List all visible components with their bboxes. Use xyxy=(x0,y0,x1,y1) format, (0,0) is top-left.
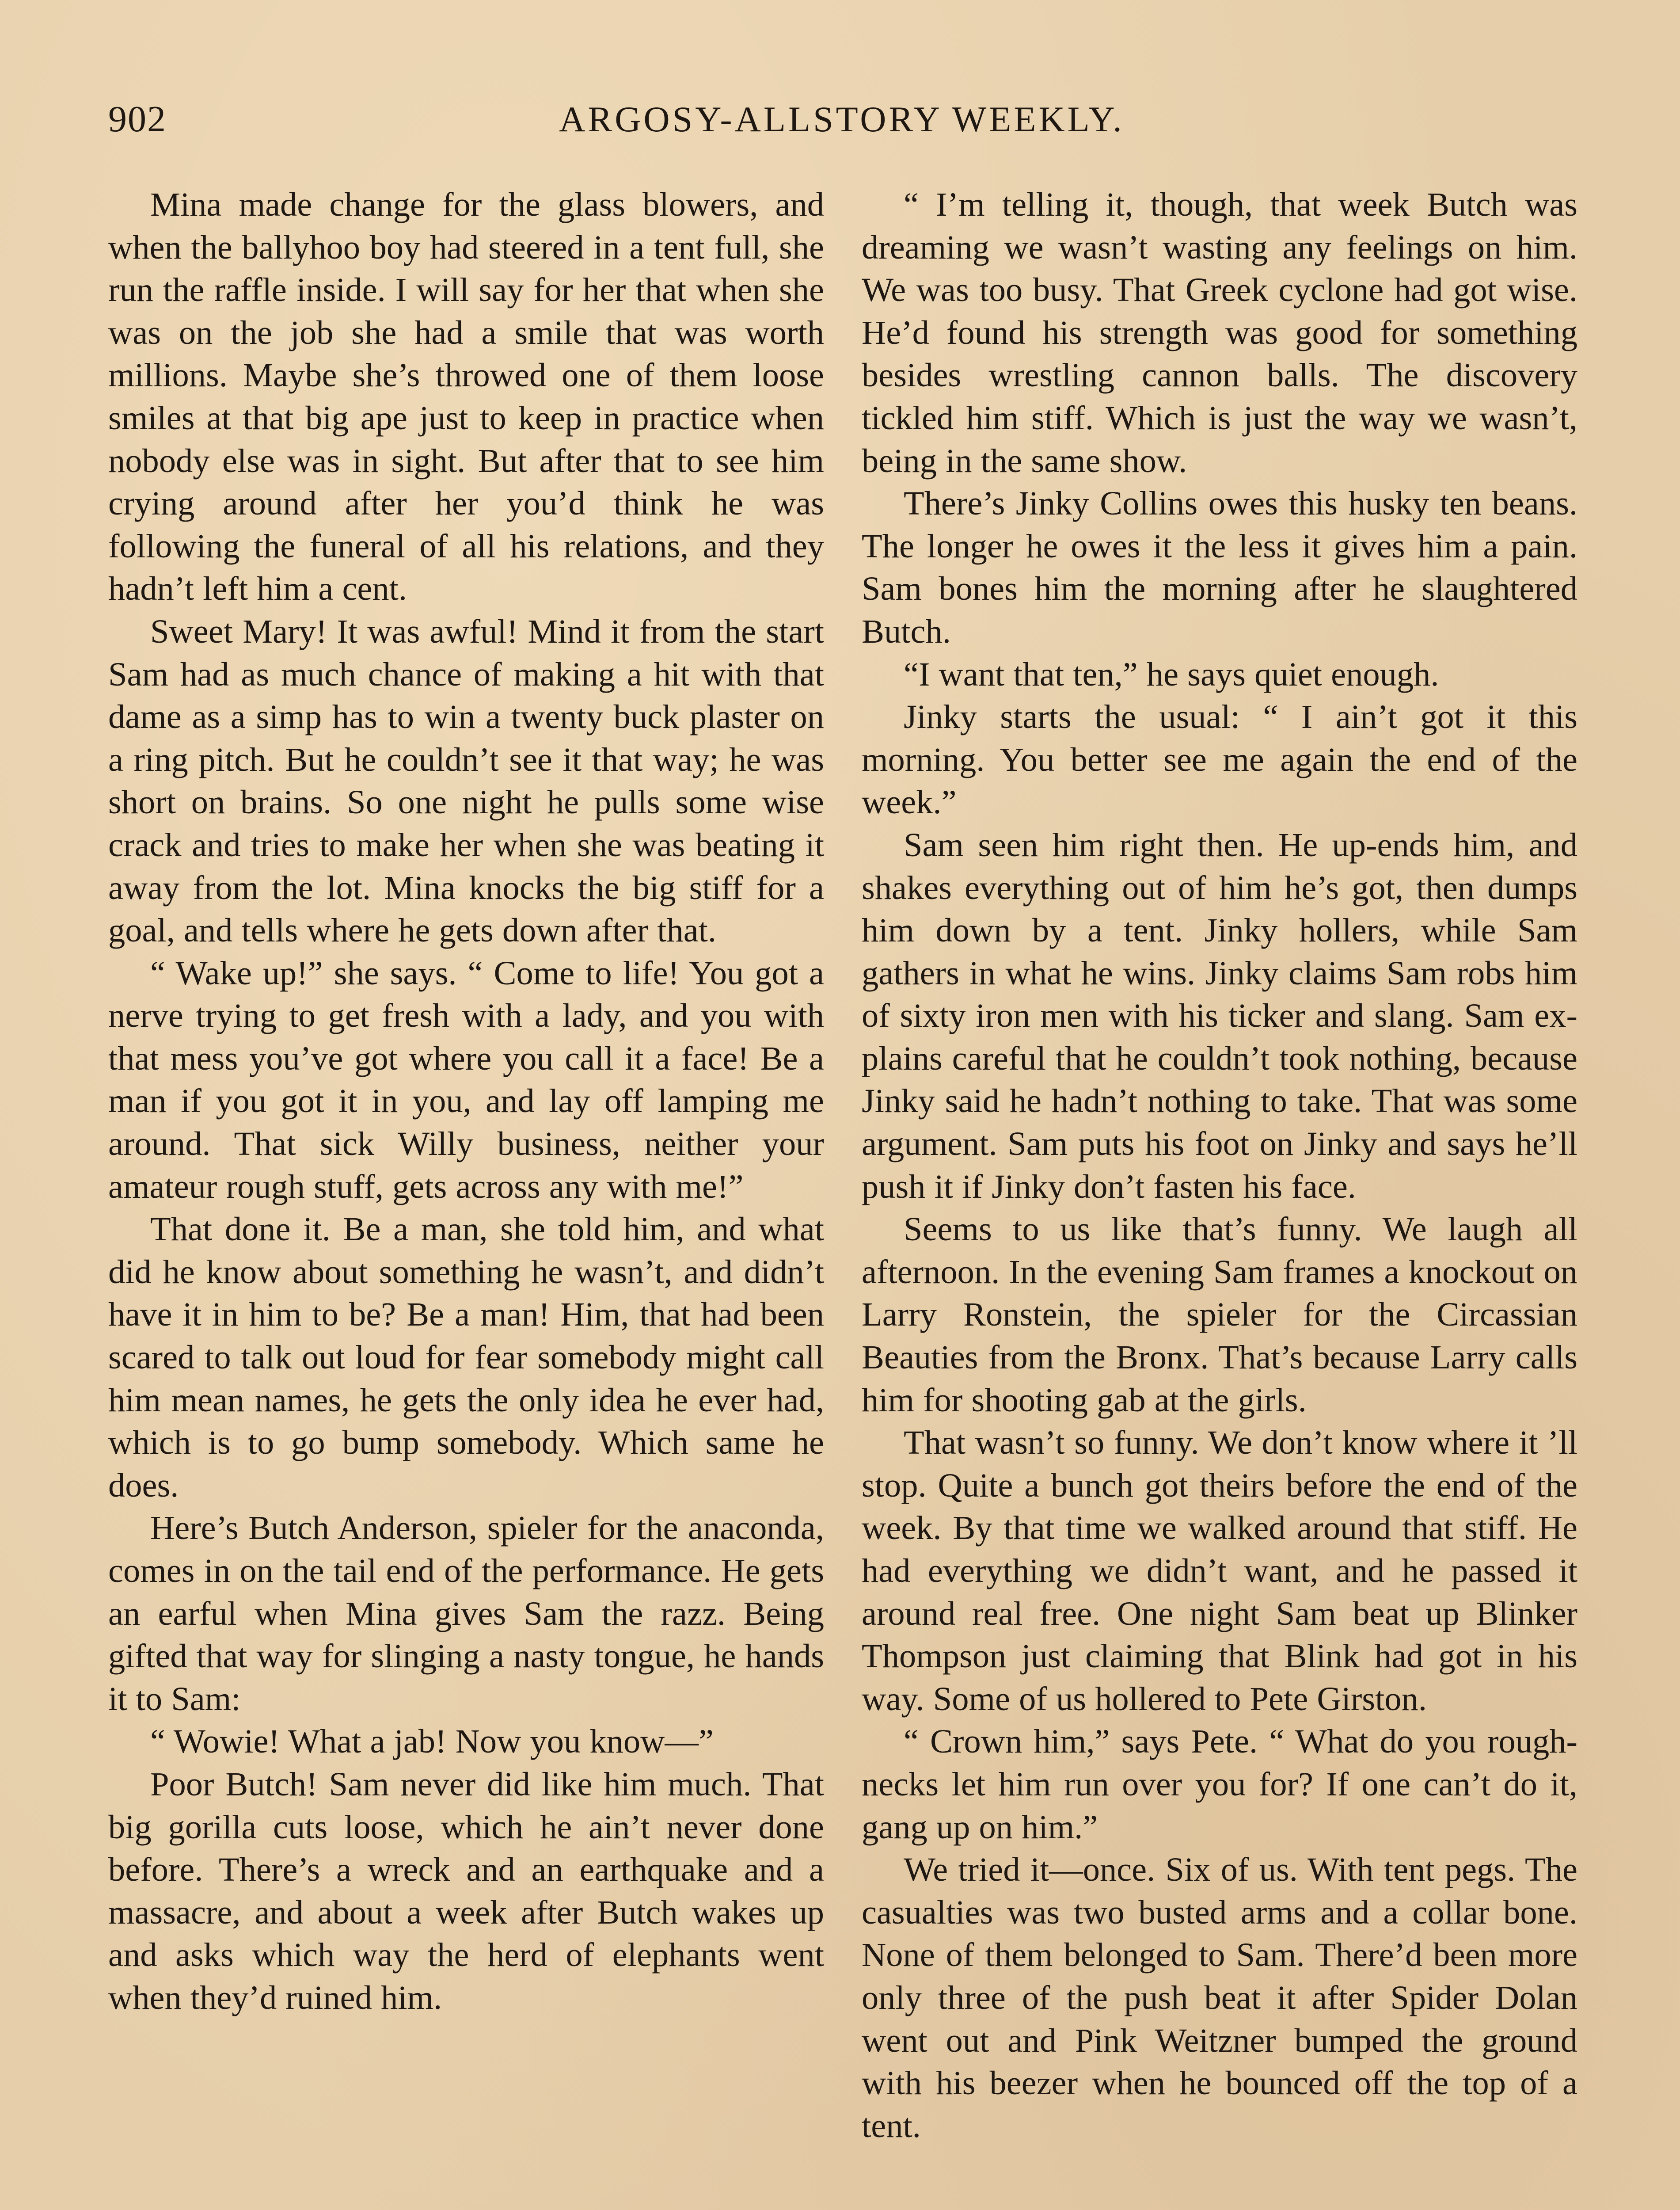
paragraph: Sweet Mary! It was awful! Mind it from the start Sam had as much chance of making a hit with that dame as a simp has to win a twenty buck plaster on a ring pitch. But he couldn’t see it that way; he was short on brains. So one night he pulls some wise crack and tries to make her when she was beating it away from the lot. Mina knocks the big stiff for a goal, and tells where he gets down after that. xyxy=(108,612,824,949)
paragraph: Sam seen him right then. He up-ends him, and shakes everything out of him he’s got, then dumps him down by a tent. Jinky hollers, while Sam gathers in what he wins. Jinky claims Sam robs him of sixty iron men with his ticker and slang. Sam explains careful that he couldn’t took nothing, because Jinky said he hadn’t nothing to take. That was some argument. Sam puts his foot on Jinky and says he’ll push it if Jinky don’t fasten his face. xyxy=(862,826,1577,1205)
paragraph: Here’s Butch Anderson, spieler for the anaconda, comes in on the tail end of the performance. He gets an earful when Mina gives Sam the razz. Being gifted that way for slinging a nasty tongue, he hands it to Sam: xyxy=(108,1509,824,1718)
paragraph: Jinky starts the usual: “ I ain’t got it this morning. You better see me again the end of the week.” xyxy=(862,698,1577,821)
paragraph: Seems to us like that’s funny. We laugh all afternoon. In the evening Sam frames a knockout on Larry Ronstein, the spieler for the Circassian Beauties from the Bronx. That’s because Larry calls him for shooting gab at the girls. xyxy=(862,1210,1577,1419)
paragraph: Poor Butch! Sam never did like him much. That big gorilla cuts loose, which he ain’t never done before. There’s a wreck and an earthquake and a massacre, and about a week after Butch wakes up and asks which way the herd of elephants went when they’d ruined him. xyxy=(108,1765,824,2016)
paragraph: Mina made change for the glass blowers, and when the ballyhoo boy had steered in a tent full, she run the raffle inside. I will say for her that when she was on the job she had a smile that was worth millions. Maybe she’s throwed one of them loose smiles at that big ape just to keep in practice when nobody else was in sight. But after that to see him crying around after her you’d think he was following the funeral of all his relations, and they hadn’t left him a cent. xyxy=(108,186,824,608)
paragraph: There’s Jinky Collins owes this husky ten beans. The longer he owes it the less it gives him a pain. Sam bones him the morning after he slaughtered Butch. xyxy=(862,484,1577,650)
paragraph: We tried it—once. Six of us. With tent pegs. The casualties was two busted arms and a collar bone. None of them belonged to Sam. There’d been more only three of the push beat it after Spider Dolan went out and Pink Weitzner bumped the ground with his beezer when he bounced off the top of a tent. xyxy=(862,1851,1577,2145)
paragraph: “ Crown him,” says Pete. “ What do you rough-necks let him run over you for? If one can’t do it, gang up on him.” xyxy=(862,1722,1577,1846)
paragraph: That done it. Be a man, she told him, and what did he know about something he wasn’t, and didn’t have it in him to be? Be a man! Him, that had been scared to talk out loud for fear somebody might call him mean names, he gets the only idea he ever had, which is to go bump somebody. Which same he does. xyxy=(108,1210,824,1504)
paragraph: “ Wowie! What a jab! Now you know—” xyxy=(150,1722,714,1760)
text-column-right xyxy=(862,183,1577,2210)
text-column-left xyxy=(108,183,824,2210)
paragraph: “ I’m telling it, though, that week Butch was dreaming we wasn’t wasting any feelings on him. We was too busy. That Greek cyclone had got wise. He’d found his strength was good for something besides wrestling cannon balls. The discovery tickled him stiff. Which is just the way we wasn’t, being in the same show. xyxy=(862,186,1577,480)
running-title: ARGOSY-ALLSTORY WEEKLY. xyxy=(559,99,1125,139)
paragraph: “I want that ten,” he says quiet enough. xyxy=(904,655,1439,693)
paragraph: “ Wake up!” she says. “ Come to life! You got a nerve trying to get fresh with a lady, and you with that mess you’ve got where you call it a face! Be a man if you got it in you, and lay off lamping me around. That sick Willy business, neither your amateur rough stuff, gets across any with me!” xyxy=(108,954,824,1205)
page-header xyxy=(108,95,1575,161)
paragraph: That wasn’t so funny. We don’t know where it ’ll stop. Quite a bunch got theirs before the end of the week. By that time we walked around that stiff. He had everything we didn’t want, and he passed it around real free. One night Sam beat up Blinker Thompson just claiming that Blink had got in his way. Some of us hollered to Pete Girston. xyxy=(862,1424,1577,1718)
page-number: 902 xyxy=(108,99,167,140)
